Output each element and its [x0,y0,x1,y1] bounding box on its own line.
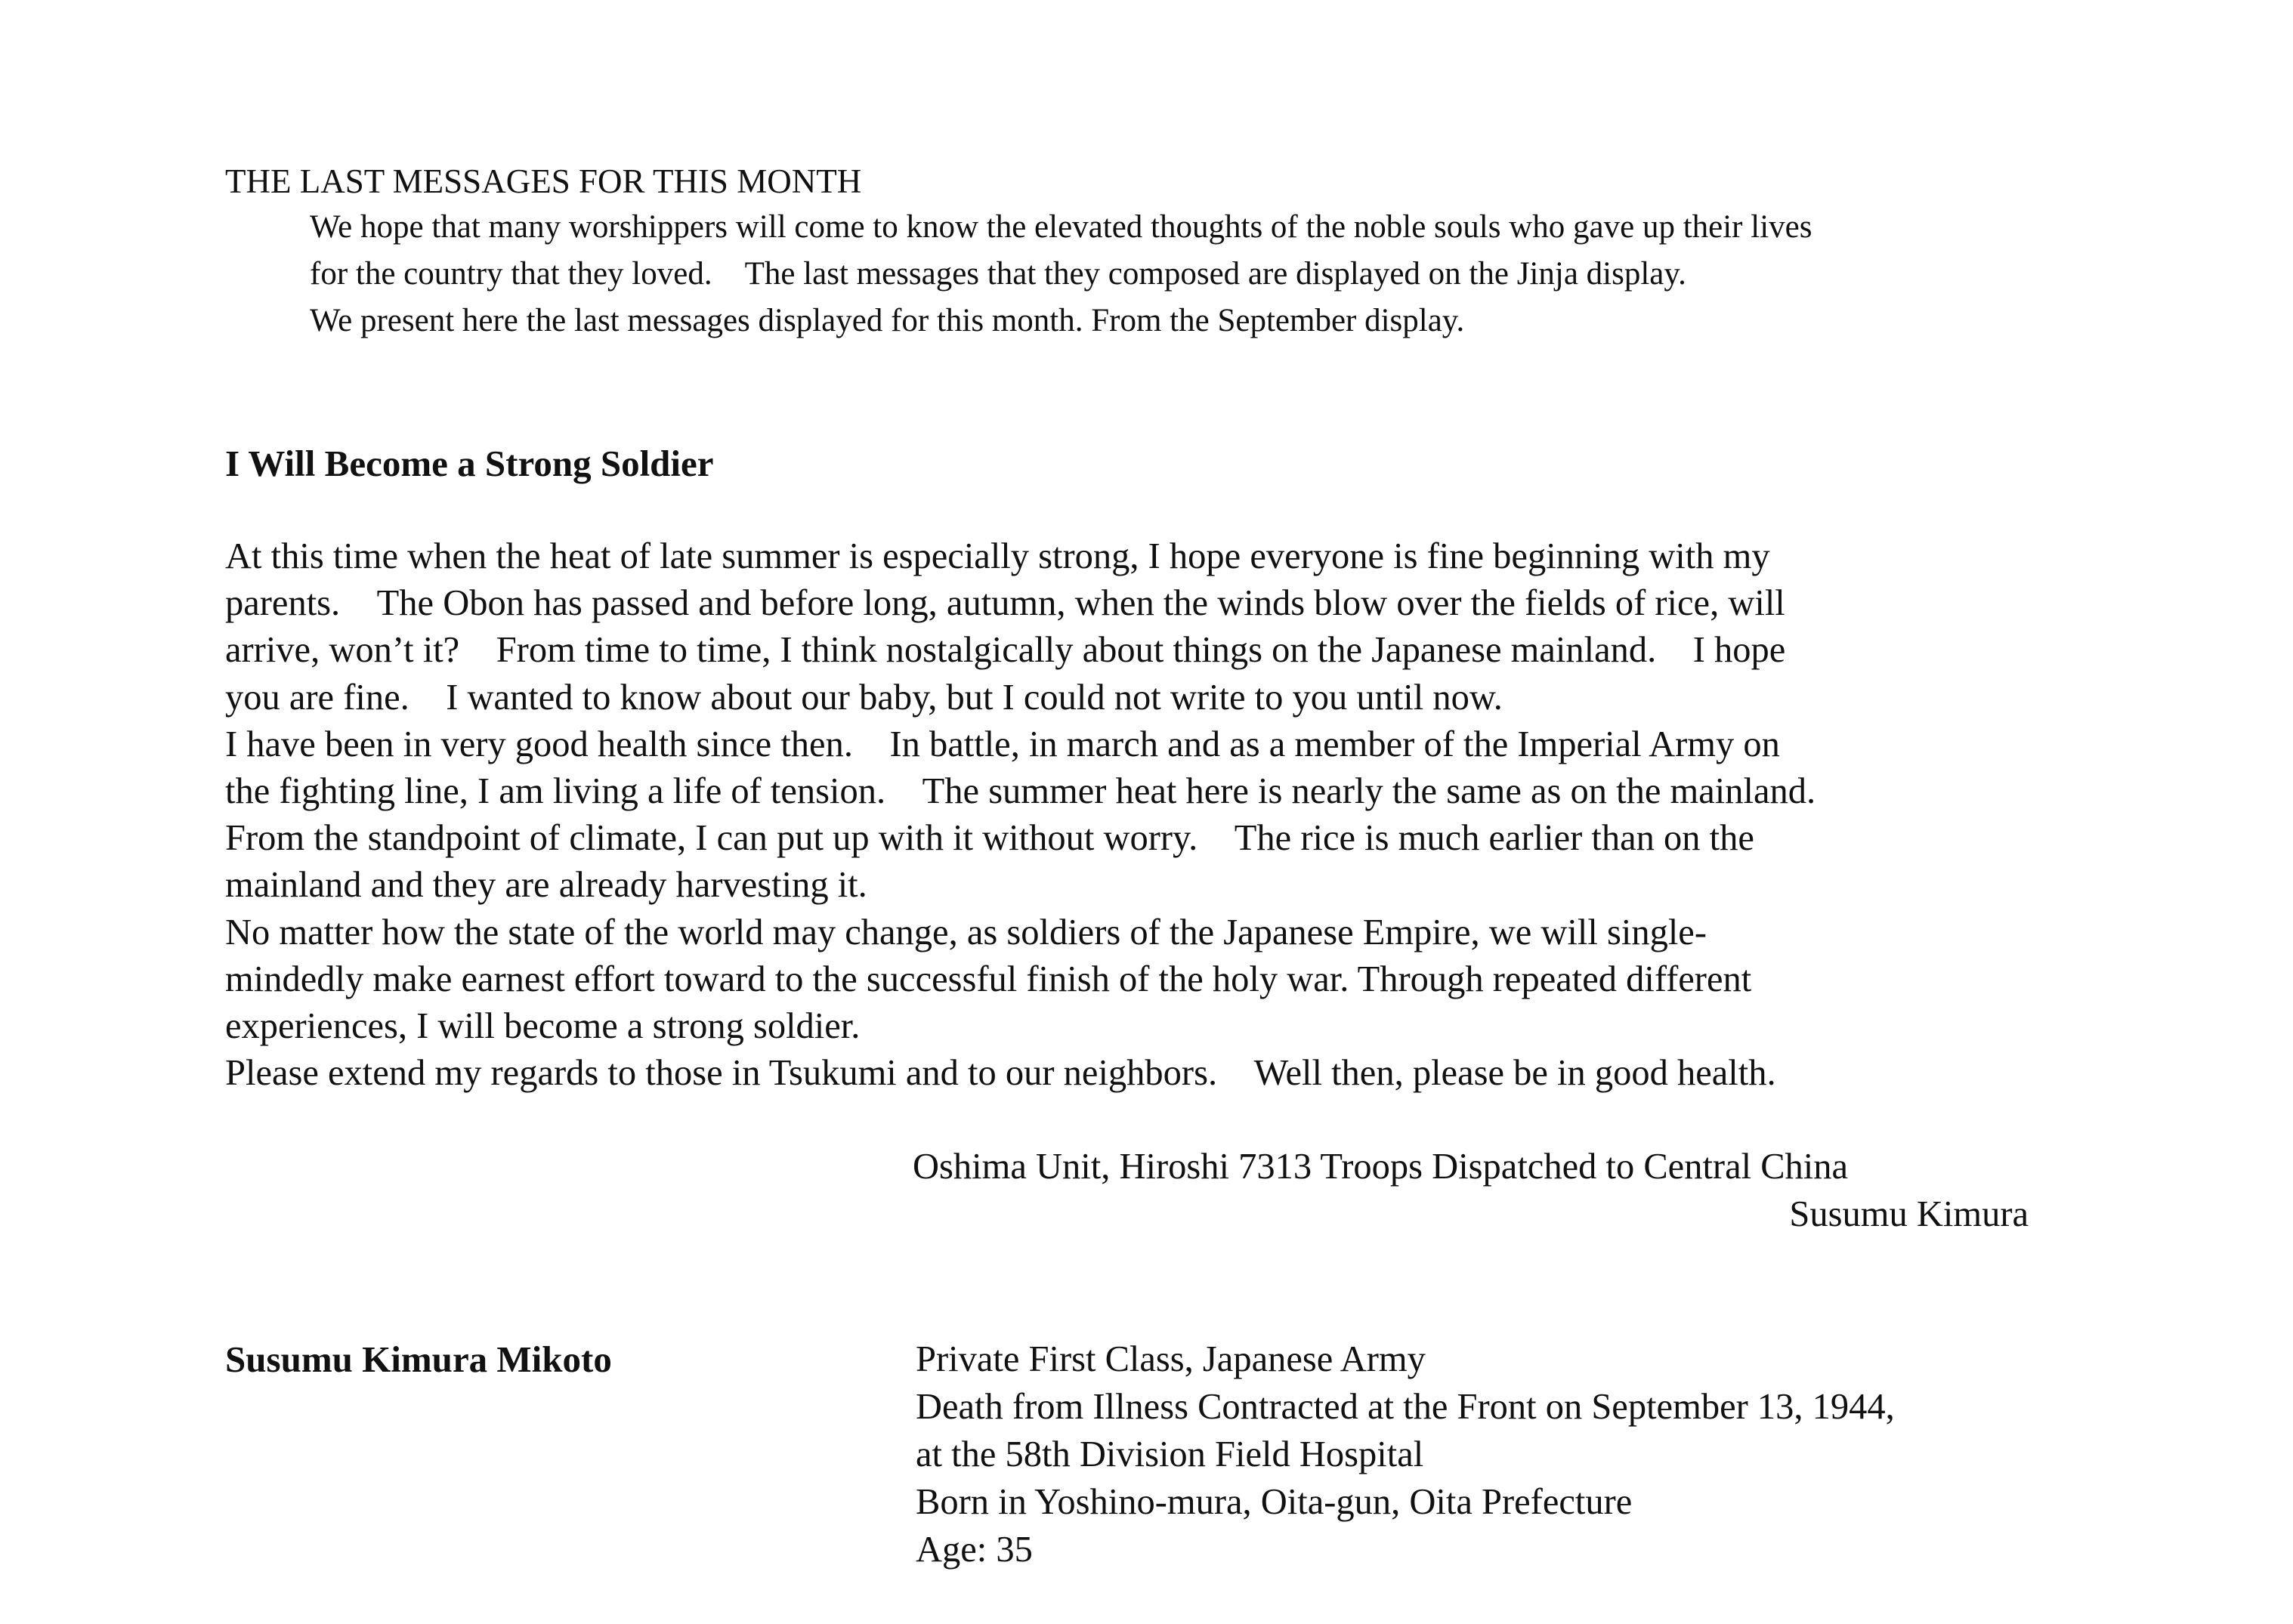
detail-death: Death from Illness Contracted at the Front on September 13, 1944, [916,1387,1895,1427]
letter-line: No matter how the state of the world may change, as soldiers of the Japanese Empire, we will single- [225,912,1707,952]
signature-unit: Oshima Unit, Hiroshi 7313 Troops Dispatched to Central China [913,1147,1849,1187]
letter-line: From the standpoint of climate, I can put up with it without worry. The rice is much earlier than on the [225,818,1754,859]
letter-line: experiences, I will become a strong soldier. [225,1006,861,1047]
deceased-details [916,1335,1895,1573]
letter-line: mainland and they are already harvesting it. [225,865,867,906]
detail-location: at the 58th Division Field Hospital [916,1434,1424,1474]
intro-line: We hope that many worshippers will come to know the elevated thoughts of the noble souls who gave up their lives [310,209,1812,245]
signature-name: Susumu Kimura [1789,1194,2029,1234]
letter-line: Please extend my regards to those in Tsukumi and to our neighbors. Well then, please be in good health. [225,1053,1776,1094]
intro-line: for the country that they loved. The last messages that they composed are displayed on the Jinja display. [310,256,1686,292]
letter-line: mindedly make earnest effort toward to the successful finish of the holy war. Through repeated different [225,959,1752,999]
letter-body [225,533,2099,1097]
deceased-name: Susumu Kimura Mikoto [225,1338,612,1380]
intro-line: We present here the last messages displayed for this month. From the September display. [310,303,1465,338]
intro-heading: THE LAST MESSAGES FOR THIS MONTH [225,162,862,200]
letter-line: At this time when the heat of late summer is especially strong, I hope everyone is fine beginning with my [225,536,1770,576]
intro-paragraph [310,204,2138,344]
letter-line: arrive, won’t it? From time to time, I think nostalgically about things on the Japanese mainland. I hope [225,630,1786,671]
letter-line: parents. The Obon has passed and before long, autumn, when the winds blow over the fields of rice, will [225,583,1785,624]
letter-line: you are fine. I wanted to know about our baby, but I could not write to you until now. [225,677,1503,718]
detail-age: Age: 35 [916,1530,1033,1570]
letter-title: I Will Become a Strong Soldier [225,443,714,484]
detail-birthplace: Born in Yoshino-mura, Oita-gun, Oita Prefecture [916,1482,1633,1522]
letter-line: the fighting line, I am living a life of tension. The summer heat here is nearly the same as on the mainland. [225,771,1816,812]
letter-line: I have been in very good health since then. In battle, in march and as a member of the Imperial Army on [225,724,1780,764]
detail-rank: Private First Class, Japanese Army [916,1339,1426,1379]
